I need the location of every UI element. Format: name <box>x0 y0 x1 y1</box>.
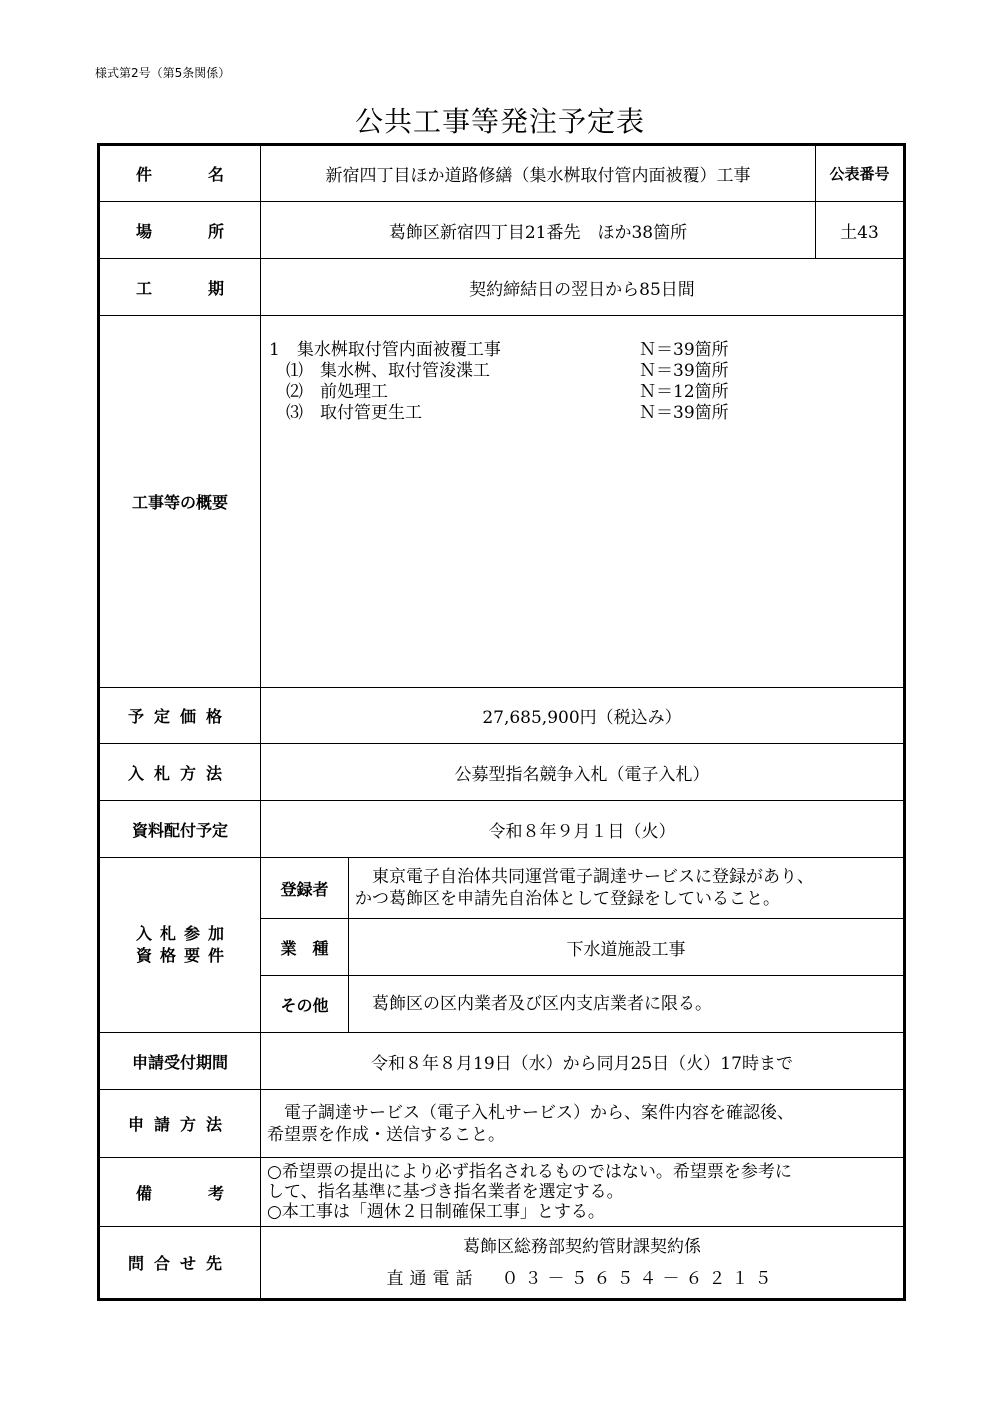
row-shiryo-haifu <box>99 801 905 858</box>
label-shinsei-hoho: 申請方法 <box>99 1090 261 1158</box>
value-sonota: 葛飾区の区内業者及び区内支店業者に限る。 <box>349 976 905 1033</box>
label-koki: 工 期 <box>99 259 261 316</box>
label-sonota: その他 <box>261 976 349 1033</box>
value-shiryo-haifu: 令和８年９月１日（火） <box>261 801 905 858</box>
label-basho: 場 所 <box>99 202 261 259</box>
contact-department: 葛飾区総務部契約管財課契約係 <box>463 1236 701 1257</box>
row-koki <box>99 259 905 316</box>
label-yotei-kakaku: 予定価格 <box>99 688 261 744</box>
value-biko: ○希望票の提出により必ず指名されるものではない。希望票を参考に して、指名基準に基づき指名業者を選定する。 ○本工事は「週休２日制確保工事」とする。 <box>261 1158 905 1227</box>
value-koho-bango: 土43 <box>816 202 905 259</box>
label-kenmei: 件 名 <box>99 145 261 202</box>
gaiyo-item: ⑶ 取付管更生工 Ｎ＝39箇所 <box>269 403 729 423</box>
row-biko <box>99 1158 905 1227</box>
value-basho: 葛飾区新宿四丁目21番先 ほか38箇所 <box>261 202 816 259</box>
value-toiawase <box>261 1227 905 1300</box>
label-torokusha: 登録者 <box>261 858 349 919</box>
label-shiryo-haifu: 資料配付予定 <box>99 801 261 858</box>
label-toiawase: 問合せ先 <box>99 1227 261 1300</box>
row-gaiyo <box>99 316 905 688</box>
value-gaiyo <box>261 316 905 688</box>
value-kenmei: 新宿四丁目ほか道路修繕（集水桝取付管内面被覆）工事 <box>261 145 816 202</box>
label-biko: 備 考 <box>99 1158 261 1227</box>
row-toiawase <box>99 1227 905 1300</box>
row-torokusha <box>99 858 905 919</box>
label-sanka-shikaku: 入札参加 資格要件 <box>99 858 261 1033</box>
row-shinsei-hoho <box>99 1090 905 1158</box>
row-basho <box>99 202 905 259</box>
value-koki: 契約締結日の翌日から85日間 <box>261 259 905 316</box>
document-title: 公共工事等発注予定表 <box>354 105 645 138</box>
row-kenmei <box>99 145 905 202</box>
row-nyusatsu-hoho <box>99 744 905 801</box>
row-yotei-kakaku <box>99 688 905 744</box>
value-yotei-kakaku: 27,685,900円（税込み） <box>261 688 905 744</box>
label-gaiyo: 工事等の概要 <box>99 316 261 688</box>
value-nyusatsu-hoho: 公募型指名競争入札（電子入札） <box>261 744 905 801</box>
value-gyoshu: 下水道施設工事 <box>349 919 905 976</box>
order-schedule-table <box>97 143 906 1301</box>
label-koho-bango: 公表番号 <box>816 145 905 202</box>
value-shinsei-kikan: 令和８年８月19日（水）から同月25日（火）17時まで <box>261 1033 905 1090</box>
gaiyo-item: ⑴ 集水桝、取付管浚渫工 Ｎ＝39箇所 <box>269 361 729 381</box>
value-torokusha: 東京電子自治体共同運営電子調達サービスに登録があり、 かつ葛飾区を申請先自治体として登録をしていること。 <box>349 858 905 919</box>
form-number: 様式第2号（第5条関係） <box>95 66 231 80</box>
label-gyoshu: 業 種 <box>261 919 349 976</box>
label-shinsei-kikan: 申請受付期間 <box>99 1033 261 1090</box>
gaiyo-item: 1 集水桝取付管内面被覆工事 Ｎ＝39箇所 <box>269 340 729 360</box>
gaiyo-item: ⑵ 前処理工 Ｎ＝12箇所 <box>269 382 729 402</box>
value-shinsei-hoho: 電子調達サービス（電子入札サービス）から、案件内容を確認後、 希望票を作成・送信すること。 <box>261 1090 905 1158</box>
row-shinsei-kikan <box>99 1033 905 1090</box>
contact-phone: 直通電話 ０３－５６５４－６２１５ <box>386 1268 778 1289</box>
label-nyusatsu-hoho: 入札方法 <box>99 744 261 801</box>
